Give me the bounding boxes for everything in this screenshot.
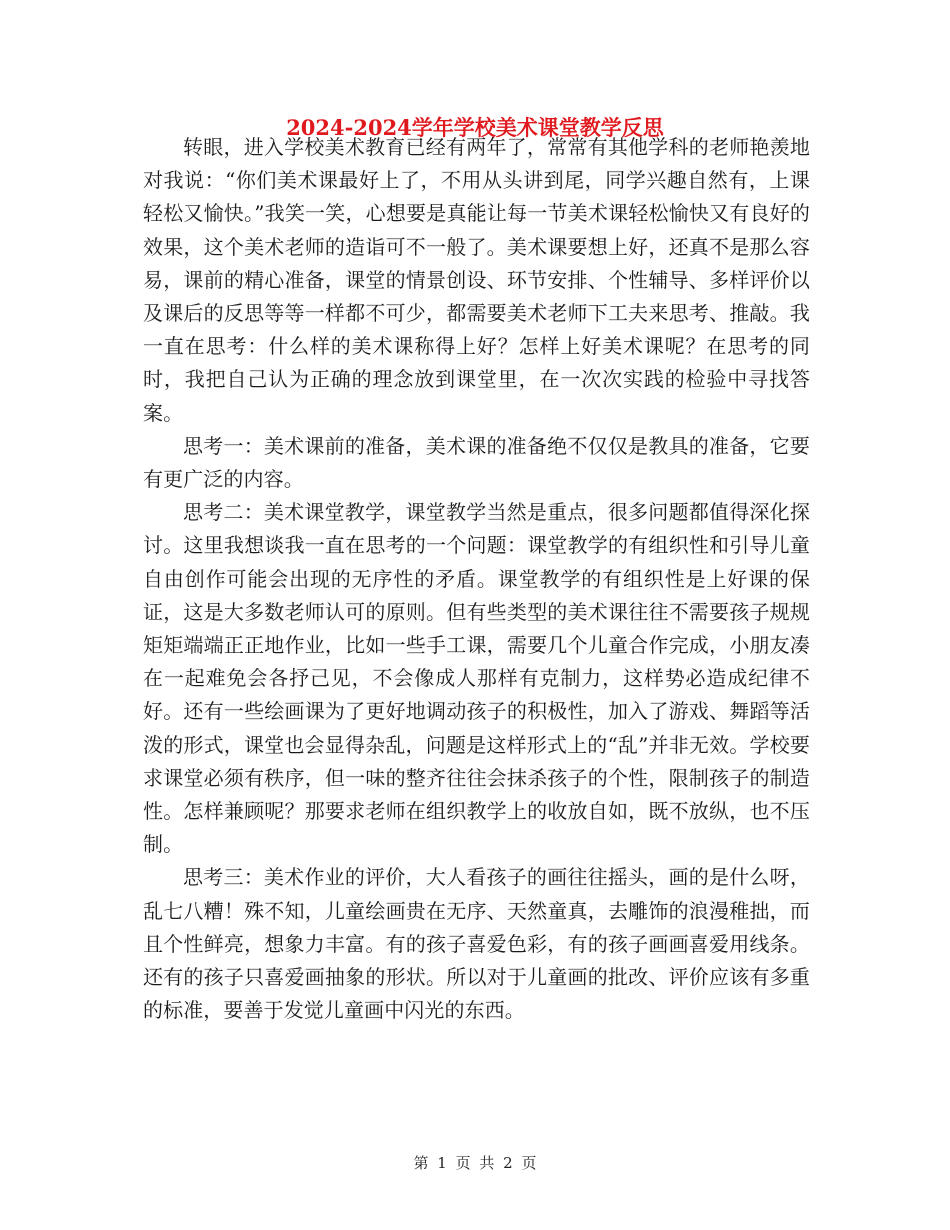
paragraph-intro: 转眼，进入学校美术教育已经有两年了，常常有其他学科的老师艳羡地对我说：“你们美术课最好上了，不用从头讲到尾，同学兴趣自然有，上课轻松又愉快。”我笑一笑，心想要是真能让每一节美术课轻松愉快又有良好的效果，这个美术老师的造诣可不一般了。美术课要想上好，还真不是那么容易，课前的精心准备，课堂的情景创设、环节安排、个性辅导、多样评价以及课后的反思等等一样都不可少，都需要美术老师下工夫来思考、推敲。我一直在思考：什么样的美术课称得上好？怎样上好美术课呢？在思考的同时，我把自己认为正确的理念放到课堂里，在一次次实践的检验中寻找答案。 [143, 135, 810, 425]
paragraph-reflection-one: 思考一：美术课前的准备，美术课的准备绝不仅仅是教具的准备，它要有更广泛的内容。 [143, 433, 810, 492]
paragraph-reflection-two: 思考二：美术课堂教学，课堂教学当然是重点，很多问题都值得深化探讨。这里我想谈我一直在思考的一个问题：课堂教学的有组织性和引导儿童自由创作可能会出现的无序性的矛盾。课堂教学的有组织性是上好课的保证，这是大多数老师认可的原则。但有些类型的美术课往往不需要孩子规规矩矩端端正正地作业，比如一些手工课，需要几个儿童合作完成，小朋友凑在一起难免会各抒己见，不会像成人那样有克制力，这样势必造成纪律不好。还有一些绘画课为了更好地调动孩子的积极性，加入了游戏、舞蹈等活泼的形式，课堂也会显得杂乱，问题是这样形式上的“乱”并非无效。学校要求课堂必须有秩序，但一味的整齐往往会抹杀孩子的个性，限制孩子的制造性。怎样兼顾呢？那要求老师在组织教学上的收放自如，既不放纵，也不压制。 [143, 500, 810, 857]
document-title: 2024-2024学年学校美术课堂教学反思 [286, 115, 664, 140]
page-number-footer: 第 1 页 共 2 页 [413, 1154, 537, 1172]
paragraph-reflection-three: 思考三：美术作业的评价，大人看孩子的画往往摇头，画的是什么呀，乱七八糟！殊不知，儿童绘画贵在无序、天然童真，去雕饰的浪漫稚拙，而且个性鲜亮，想象力丰富。有的孩子喜爱色彩，有的孩子画画喜爱用线条。还有的孩子只喜爱画抽象的形状。所以对于儿童画的批改、评价应该有多重的标准，要善于发觉儿童画中闪光的东西。 [143, 865, 810, 1023]
document-body [143, 131, 810, 1027]
